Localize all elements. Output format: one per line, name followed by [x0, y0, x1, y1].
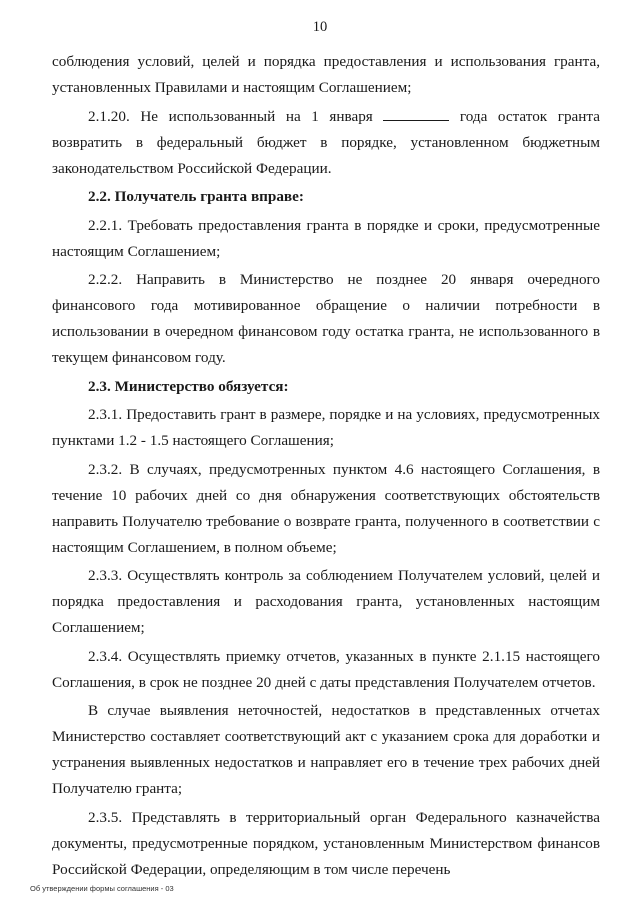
paragraph-2-3-4: 2.3.4. Осуществлять приемку отчетов, указанных в пункте 2.1.15 настоящего Соглашения, в срок не позднее 20 дней с даты представления Получателем отчетов. — [52, 647, 600, 691]
section-heading-2-3: 2.3. Министерство обязуется: — [88, 377, 289, 395]
paragraph-2-1-20 — [52, 104, 600, 182]
paragraph-2-3-5: 2.3.5. Представлять в территориальный орган Федерального казначейства документы, предусмотренные порядком, установленным Министерством финансов Российской Федерации, определяющим в том числе перечень — [52, 808, 600, 878]
paragraph-2-2-2: 2.2.2. Направить в Министерство не позднее 20 января очередного финансового года мотивированное обращение о наличии потребности в использовании в очередном финансовом году остатка гранта, не использованного в текущем финансовом году. — [52, 271, 600, 366]
section-heading-2-2: 2.2. Получатель гранта вправе: — [88, 188, 304, 205]
paragraph-2-3-2: 2.3.2. В случаях, предусмотренных пунктом 4.6 настоящего Соглашения, в течение 10 рабочих дней со дня обнаружения соответствующих обстоятельств направить Получателю требование о возврате гранта, полученного в соответствии с настоящим Соглашением, в полном объеме; — [52, 460, 600, 556]
paragraph-2-3-1: 2.3.1. Предоставить грант в размере, порядке и на условиях, предусмотренных пунктами 1.2 - 1.5 настоящего Соглашения; — [52, 406, 600, 449]
year-blank-line — [383, 106, 449, 121]
paragraph-continuation: соблюдения условий, целей и порядка предоставления и использования гранта, установленных Правилами и настоящим Соглашением; — [52, 53, 600, 96]
footer-note: Об утверждении формы соглашения - 03 — [30, 884, 174, 893]
paragraph-2-3-3: 2.3.3. Осуществлять контроль за соблюдением Получателем условий, целей и порядка предоставления и расходования гранта, установленных настоящим Соглашением; — [52, 567, 600, 636]
paragraph-2-2-1: 2.2.1. Требовать предоставления гранта в порядке и сроки, предусмотренные настоящим Соглашением; — [52, 216, 600, 260]
paragraph-2-1-20-start: 2.1.20. Не использованный на 1 января — [88, 107, 384, 125]
paragraph-2-1-20-end: года остаток гранта возвратить в федеральный бюджет в порядке, установленном бюджетным законодательством Российской Федерации. — [52, 107, 600, 177]
paragraph-2-3-4-continued: В случае выявления неточностей, недостатков в представленных отчетах Министерство составляет соответствующий акт с указанием срока для доработки и устранения выявленных недостатков и направляет его в течение трех рабочих дней Получателю гранта; — [52, 702, 600, 797]
page-number: 10 — [312, 19, 328, 35]
document-body — [52, 49, 600, 885]
